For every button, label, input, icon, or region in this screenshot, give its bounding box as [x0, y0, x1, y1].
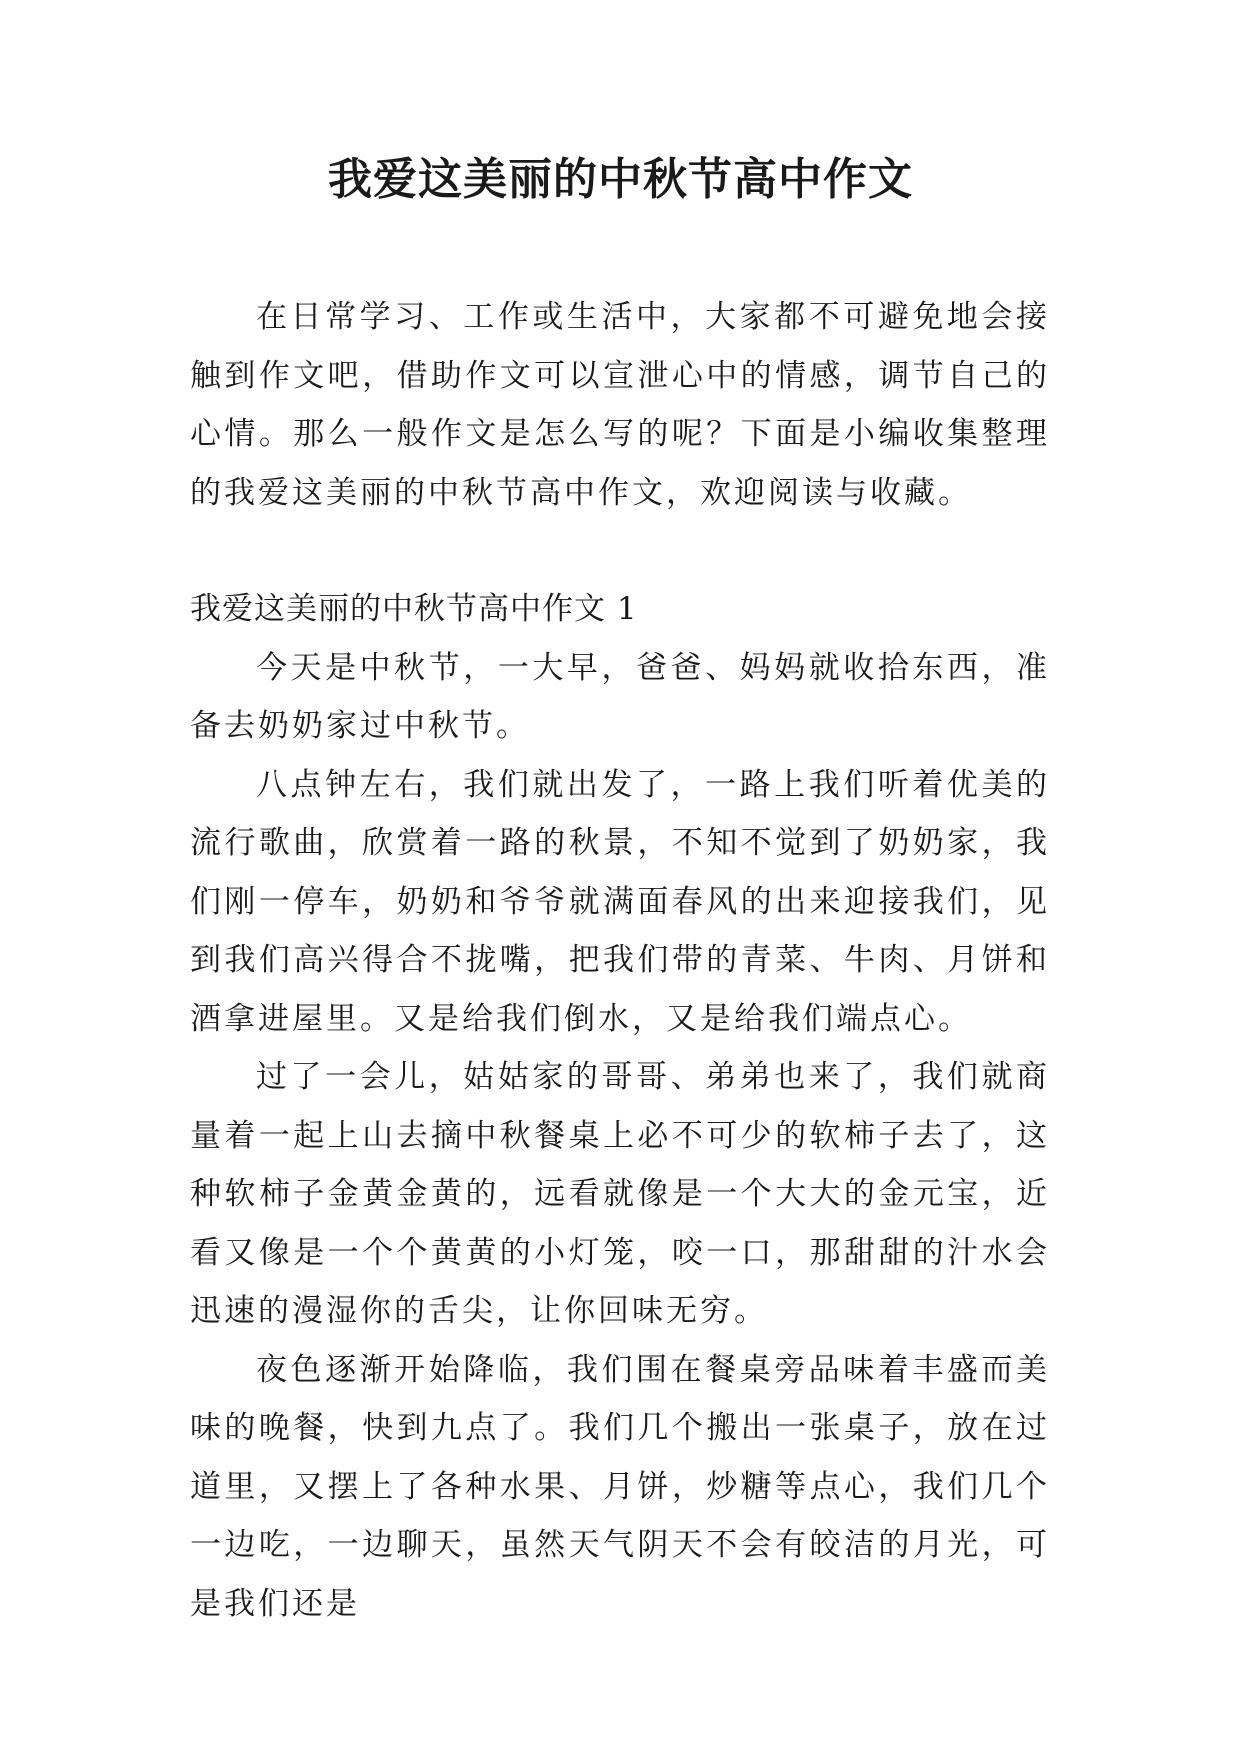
body-paragraph-1: 今天是中秋节，一大早，爸爸、妈妈就收拾东西，准备去奶奶家过中秋节。: [190, 649, 1050, 744]
document-body: [190, 288, 1050, 1633]
intro-paragraph: 在日常学习、工作或生活中，大家都不可避免地会接触到作文吧，借助作文可以宣泄心中的情感，调节自己的心情。那么一般作文是怎么写的呢？下面是小编收集整理的我爱这美丽的中秋节高中作文，欢迎阅读与收藏。: [190, 299, 1050, 511]
body-paragraph-4: 夜色逐渐开始降临，我们围在餐桌旁品味着丰盛而美味的晚餐，快到九点了。我们几个搬出一张桌子，放在过道里，又摆上了各种水果、月饼，炒糖等点心，我们几个一边吃，一边聊天，虽然天气阴天不会有皎洁的月光，可是我们还是: [190, 1351, 1050, 1622]
section-heading: 我爱这美丽的中秋节高中作文 1: [190, 591, 638, 627]
body-paragraph-2: 八点钟左右，我们就出发了，一路上我们听着优美的流行歌曲，欣赏着一路的秋景，不知不觉到了奶奶家，我们刚一停车，奶奶和爷爷就满面春风的出来迎接我们，见到我们高兴得合不拢嘴，把我们带的青菜、牛肉、月饼和酒拿进屋里。又是给我们倒水，又是给我们端点心。: [190, 766, 1050, 1037]
body-paragraph-3: 过了一会儿，姑姑家的哥哥、弟弟也来了，我们就商量着一起上山去摘中秋餐桌上必不可少的软柿子去了，这种软柿子金黄金黄的，远看就像是一个大大的金元宝，近看又像是一个个黄黄的小灯笼，咬一口，那甜甜的汁水会迅速的漫湿你的舌尖，让你回味无穷。: [190, 1059, 1050, 1329]
document-title: 我爱这美丽的中秋节高中作文: [328, 154, 913, 205]
